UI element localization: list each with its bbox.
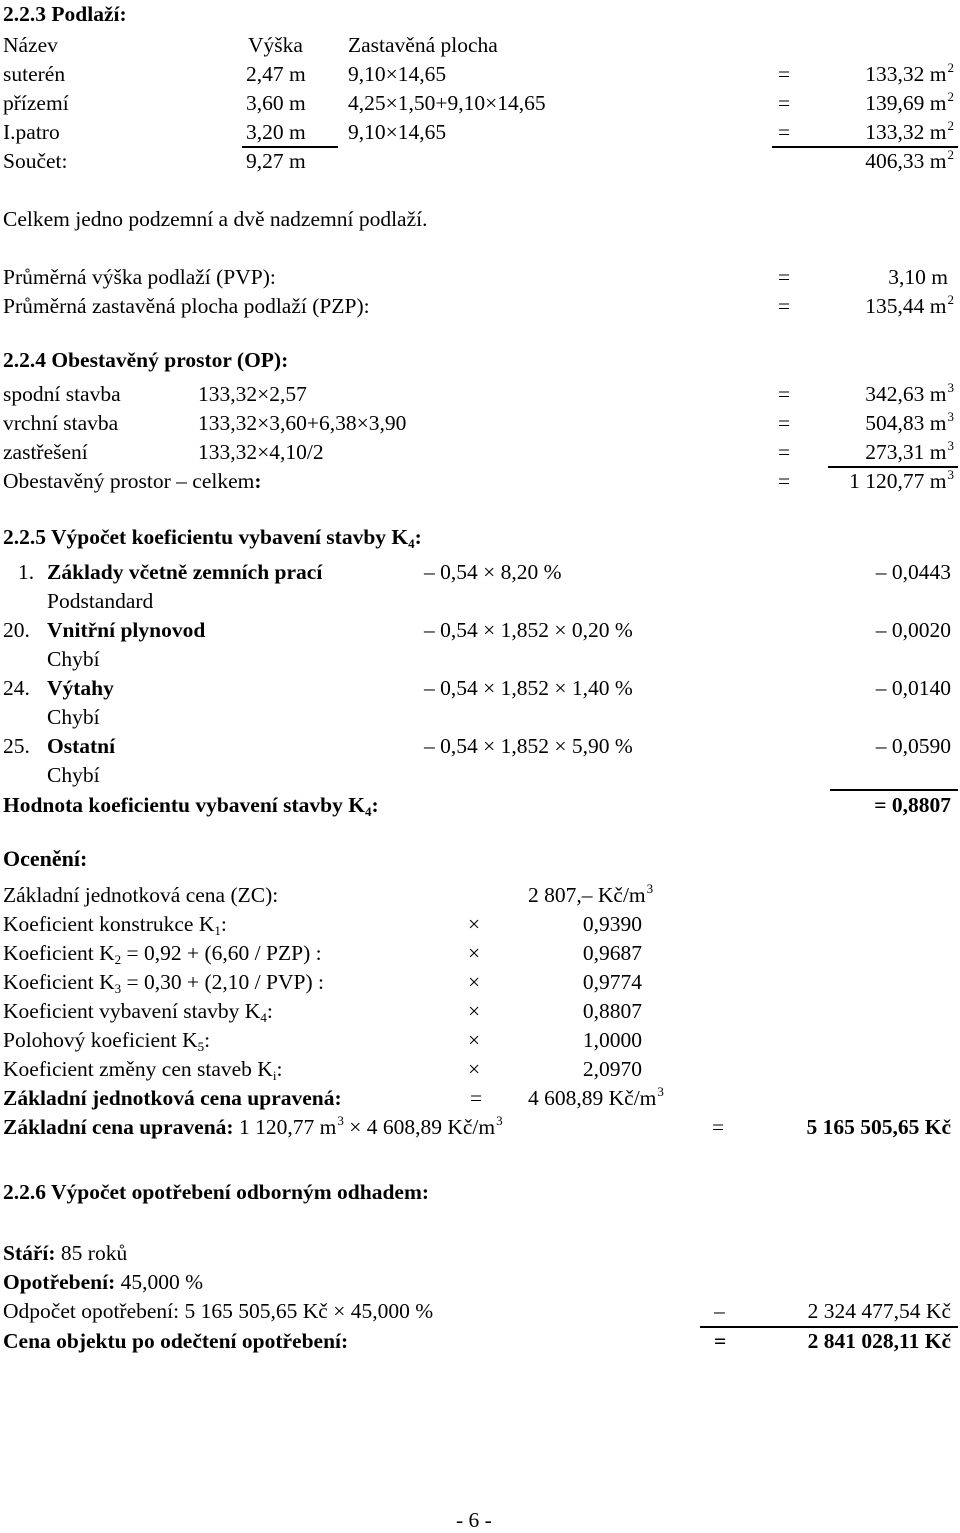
floor-name: suterén — [3, 62, 66, 86]
multiply-icon: × — [468, 999, 481, 1023]
equipment-name: Ostatní — [47, 734, 116, 758]
col-header-height: Výška — [248, 33, 303, 57]
equipment-number: 24. — [3, 676, 30, 700]
volume-name: spodní stavba — [3, 382, 121, 406]
coefficient-label: Koeficient změny cen staveb Ki: — [3, 1057, 283, 1083]
pvp-label: Průměrná výška podlaží (PVP): — [3, 265, 276, 289]
equipment-result: – 0,0020 — [875, 618, 951, 642]
heading-koeficient-vybaveni: 2.2.5 Výpočet koeficientu vybavení stavby K4: — [3, 525, 422, 551]
heading-opotrebeni: 2.2.6 Výpočet opotřebení odborným odhadem: — [3, 1180, 430, 1204]
opotrebeni-line: Opotřebení: 45,000 % — [3, 1270, 204, 1294]
equipment-total-label: Hodnota koeficientu vybavení stavby K4: — [3, 793, 379, 819]
pzp-value: 135,44 $m^2$ — [865, 292, 954, 318]
floor-calc: 9,10×14,65 — [348, 62, 447, 86]
equipment-number: 25. — [3, 734, 30, 758]
equipment-calc: – 0,54 × 1,852 × 0,20 % — [424, 618, 633, 642]
pvp-value: 3,10 m — [888, 265, 948, 289]
heading-oceneni: Ocenění: — [3, 846, 88, 871]
volume-eq: = — [778, 411, 791, 435]
equipment-number: 1. — [18, 560, 35, 584]
floor-height: 2,47 m — [246, 62, 306, 86]
pzp-label: Průměrná zastavěná plocha podlaží (PZP): — [3, 294, 370, 318]
zc-value: 2 807,– $Kč/m^3$ — [528, 881, 654, 907]
floor-value: 133,32 $m^2$ — [865, 118, 954, 144]
coefficient-label: Polohový koeficient K5: — [3, 1028, 211, 1054]
col-header-area: Zastavěná plocha — [348, 33, 498, 57]
volume-value: 273,31 $m^3$ — [865, 438, 954, 464]
equipment-calc: – 0,54 × 1,852 × 5,90 % — [424, 734, 633, 758]
floors-note: Celkem jedno podzemní a dvě nadzemní podlaží. — [3, 207, 428, 231]
equipment-calc: – 0,54 × 8,20 % — [424, 560, 562, 584]
equipment-total-value: = 0,8807 — [874, 793, 951, 817]
multiply-icon: × — [468, 970, 481, 994]
pzp-eq: = — [778, 294, 791, 318]
volume-eq: = — [778, 440, 791, 464]
equipment-name: Výtahy — [47, 676, 114, 700]
odpocet-op: – — [714, 1299, 725, 1323]
volume-total-eq: = — [778, 469, 791, 493]
coefficient-value: 1,0000 — [582, 1028, 642, 1052]
volume-eq: = — [778, 382, 791, 406]
floor-calc: 9,10×14,65 — [348, 120, 447, 144]
equipment-result: – 0,0590 — [875, 734, 951, 758]
floor-eq: = — [778, 62, 791, 86]
multiply-icon: × — [468, 912, 481, 936]
cena-value: 2 841 028,11 Kč — [807, 1329, 951, 1353]
multiply-icon: × — [468, 1028, 481, 1052]
floor-name: přízemí — [3, 91, 69, 115]
multiply-icon: × — [468, 1057, 481, 1081]
cena-label: Cena objektu po odečtení opotřebení: — [3, 1329, 349, 1353]
odpocet-value: 2 324 477,54 Kč — [807, 1299, 951, 1323]
heading-podlazi: 2.2.3 Podlaží: — [3, 2, 127, 26]
zc-label: Základní jednotková cena (ZC): — [3, 883, 279, 907]
coefficient-value: 0,9774 — [582, 970, 642, 994]
equipment-note: Chybí — [47, 763, 100, 787]
coefficient-label: Koeficient konstrukce K1: — [3, 912, 227, 938]
coefficient-value: 0,9390 — [582, 912, 642, 936]
cena-eq: = — [714, 1329, 727, 1353]
volume-calc: 133,32×3,60+6,38×3,90 — [198, 411, 407, 435]
coefficient-value: 2,0970 — [582, 1057, 642, 1081]
coefficient-value: 0,9687 — [582, 941, 642, 965]
floor-height: 3,60 m — [246, 91, 306, 115]
odpocet-label: Odpočet opotřebení: 5 165 505,65 Kč × 45,000 % — [3, 1299, 434, 1323]
volume-calc: 133,32×2,57 — [198, 382, 307, 406]
equipment-note: Podstandard — [47, 589, 154, 613]
floor-eq: = — [778, 120, 791, 144]
equipment-note: Chybí — [47, 647, 100, 671]
equipment-number: 20. — [3, 618, 30, 642]
coefficient-label: Koeficient K2 = 0,92 + (6,60 / PZP) : — [3, 941, 322, 967]
floor-height: 3,20 m — [246, 120, 306, 144]
zcu-value: 5 165 505,65 Kč — [806, 1115, 951, 1139]
equipment-name: Základy včetně zemních prací — [47, 560, 323, 584]
floor-name: I.patro — [3, 120, 60, 144]
volume-value: 342,63 $m^3$ — [865, 380, 954, 406]
equipment-result: – 0,0443 — [875, 560, 951, 584]
sum-label: Součet: — [3, 149, 68, 173]
floor-calc: 4,25×1,50+9,10×14,65 — [348, 91, 546, 115]
volume-name: vrchní stavba — [3, 411, 119, 435]
equipment-calc: – 0,54 × 1,852 × 1,40 % — [424, 676, 633, 700]
zju-eq: = — [470, 1086, 483, 1110]
pvp-eq: = — [778, 265, 791, 289]
equipment-name: Vnitřní plynovod — [47, 618, 206, 642]
volume-calc: 133,32×4,10/2 — [198, 440, 324, 464]
equipment-result: – 0,0140 — [875, 676, 951, 700]
sum-height: 9,27 m — [246, 149, 306, 173]
page-number: - 6 - — [456, 1508, 492, 1532]
zcu-label: Základní cena upravená: 1 120,77 $m^3 \times 4$ 608,89 $Kč/m^3$ — [3, 1113, 503, 1139]
floor-value: 133,32 $m^2$ — [865, 60, 954, 86]
floor-value: 139,69 $m^2$ — [865, 89, 954, 115]
col-header-name: Název — [3, 33, 58, 57]
volume-total-label: Obestavěný prostor – celkem: — [3, 469, 262, 493]
sum-area: 406,33 $m^2$ — [865, 147, 954, 173]
volume-value: 504,83 $m^3$ — [865, 409, 954, 435]
coefficient-label: Koeficient vybavení stavby K4: — [3, 999, 273, 1025]
floor-eq: = — [778, 91, 791, 115]
coefficient-value: 0,8807 — [582, 999, 642, 1023]
volume-total-value: 1 120,77 $m^3$ — [849, 467, 954, 493]
equipment-note: Chybí — [47, 705, 100, 729]
equipment-sum-divider — [830, 789, 958, 791]
stari-line: Stáří: 85 roků — [3, 1241, 128, 1265]
heading-obestaveny-prostor: 2.2.4 Obestavěný prostor (OP): — [3, 348, 289, 372]
zju-label: Základní jednotková cena upravená: — [3, 1086, 342, 1110]
coefficient-label: Koeficient K3 = 0,30 + (2,10 / PVP) : — [3, 970, 324, 996]
volume-name: zastřešení — [3, 440, 88, 464]
multiply-icon: × — [468, 941, 481, 965]
zcu-eq: = — [712, 1115, 725, 1139]
zju-value: 4 608,89 $Kč/m^3$ — [528, 1084, 664, 1110]
